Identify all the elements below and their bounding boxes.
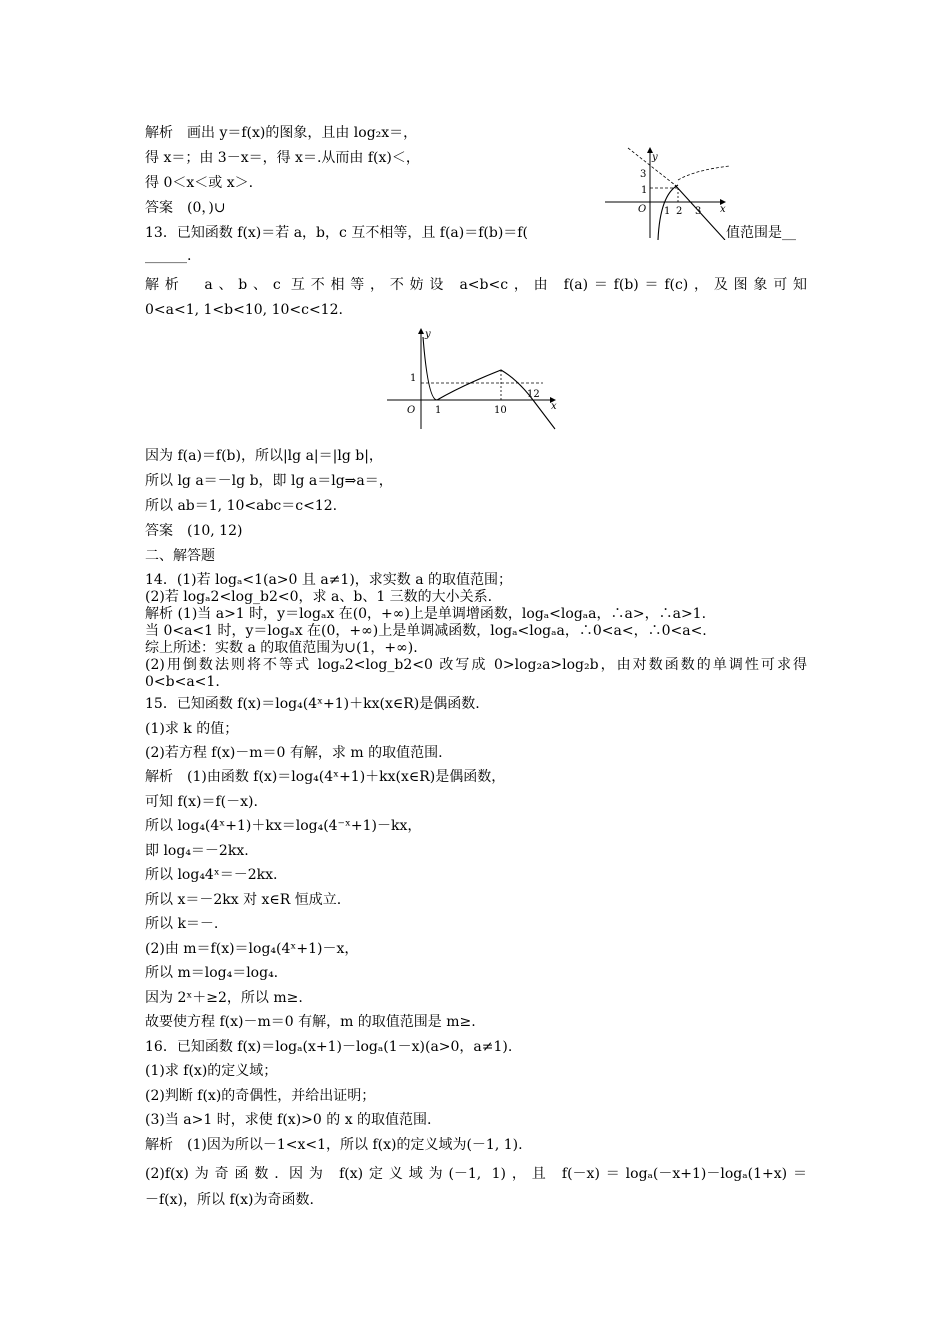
text-line: 当 0<a<1 时，y＝logₐx 在(0，+∞)上是单调减函数，logₐ<logₐa，∴0<a<，∴0<a<. — [145, 623, 707, 639]
graph-log-function — [600, 140, 735, 240]
tick-label: 2 — [676, 206, 683, 217]
text-line: 0<b<a<1. — [145, 674, 220, 690]
text-line: 所以 log₄4ˣ＝－2kx. — [145, 867, 278, 883]
text-line: 所以 m＝log₄＝log₄. — [145, 965, 279, 981]
problem-15: 15．已知函数 f(x)＝log₄(4ˣ+1)＋kx(x∈R)是偶函数. — [145, 696, 480, 712]
text-line: 解析 (1)因为所以－1<x<1，所以 f(x)的定义域为(－1, 1). — [145, 1137, 523, 1153]
text-line: 得 0＜x＜或 x＞. — [145, 175, 254, 191]
y-label: y — [425, 329, 431, 340]
text-line: 解析 a、b、c 互不相等，不妨设 a<b<c，由 f(a)＝f(b)＝f(c)，及图象可知 — [145, 277, 807, 293]
text-line: (3)当 a>1 时，求使 f(x)>0 的 x 的取值范围. — [145, 1112, 432, 1128]
answer-blank: ______. — [145, 248, 192, 264]
text-line: (2)由 m＝f(x)＝log₄(4ˣ+1)－x， — [145, 941, 359, 957]
graph-piecewise-function — [383, 325, 563, 432]
tick-label: 1 — [435, 405, 442, 416]
problem-16: 16．已知函数 f(x)＝logₐ(x+1)－logₐ(1－x)(a>0，a≠1). — [145, 1039, 513, 1055]
tick-label: 1 — [641, 185, 648, 196]
text-line: －f(x)，所以 f(x)为奇函数. — [145, 1192, 314, 1208]
text-line: (1)求 k 的值； — [145, 721, 239, 737]
text-line: 解析 (1)当 a>1 时，y＝logₐx 在(0，+∞)上是单调增函数，logₐ<logₐa，∴a>，∴a>1. — [145, 606, 707, 622]
text-line: 即 log₄＝－2kx. — [145, 843, 249, 859]
text-line: (1)求 f(x)的定义域； — [145, 1063, 278, 1079]
text-line: 所以 x＝－2kx 对 x∈R 恒成立. — [145, 892, 342, 908]
origin-label: O — [407, 405, 416, 416]
text-line: (2)若方程 f(x)－m＝0 有解，求 m 的取值范围. — [145, 745, 443, 761]
text-line: 故要使方程 f(x)－m＝0 有解，m 的取值范围是 m≥. — [145, 1014, 476, 1030]
text-line: (2)若 logₐ2<log_b2<0，求 a、b、1 三数的大小关系. — [145, 589, 493, 605]
answer-line: 答案 (10, 12) — [145, 523, 243, 539]
text-line: 综上所述：实数 a 的取值范围为∪(1，+∞). — [145, 640, 418, 656]
problem-14: 14．(1)若 logₐ<1(a>0 且 a≠1)，求实数 a 的取值范围； — [145, 572, 513, 588]
text-line: 0<a<1, 1<b<10, 10<c<12. — [145, 302, 343, 318]
text-line: 所以 k＝－. — [145, 916, 219, 932]
tick-label: 1 — [664, 206, 671, 217]
answer-line: 答案 (0，)∪ — [145, 200, 226, 216]
text-line: 可知 f(x)＝f(－x). — [145, 794, 258, 810]
text-line: 解析 画出 y＝f(x)的图象，且由 log₂x＝， — [145, 125, 418, 141]
text-line: 解析 (1)由函数 f(x)＝log₄(4ˣ+1)＋kx(x∈R)是偶函数， — [145, 769, 506, 785]
problem-13: 13．已知函数 f(x)＝若 a，b，c 互不相等，且 f(a)＝f(b)＝f( — [145, 225, 528, 241]
text-line: 因为 f(a)＝f(b)，所以|lg a|＝|lg b|， — [145, 448, 383, 464]
text-line: 所以 lg a＝－lg b，即 lg a＝lg⇒a＝， — [145, 473, 393, 489]
text-line: 因为 2ˣ＋≥2，所以 m≥. — [145, 990, 303, 1006]
tick-label: 3 — [695, 206, 702, 217]
tick-label: 12 — [527, 389, 540, 400]
text-line: 所以 log₄(4ˣ+1)＋kx＝log₄(4⁻ˣ+1)－kx， — [145, 818, 422, 834]
text-line: (2)判断 f(x)的奇偶性，并给出证明； — [145, 1088, 376, 1104]
text-line: (2)用倒数法则将不等式 logₐ2<log_b2<0 改写成 0>log₂a>log₂b，由对数函数的单调性可求得 — [145, 657, 807, 673]
section-heading: 二、解答题 — [145, 548, 215, 564]
x-label: x — [551, 401, 557, 412]
text-line: 得 x＝；由 3－x＝，得 x＝.从而由 f(x)＜， — [145, 150, 420, 166]
origin-label: O — [638, 204, 647, 215]
tick-label: 10 — [494, 405, 507, 416]
tick-label: 3 — [640, 169, 647, 180]
text-line: 所以 ab＝1, 10<abc＝c<12. — [145, 498, 338, 514]
problem-13-tail: 值范围是__ — [726, 225, 796, 241]
y-label: y — [652, 152, 658, 163]
text-line: (2)f(x)为奇函数. 因为 f(x)定义域为(－1, 1)，且 f(－x)＝logₐ(－x+1)－logₐ(1+x)＝ — [145, 1166, 807, 1182]
x-label: x — [720, 204, 726, 215]
tick-label: 1 — [410, 373, 417, 384]
